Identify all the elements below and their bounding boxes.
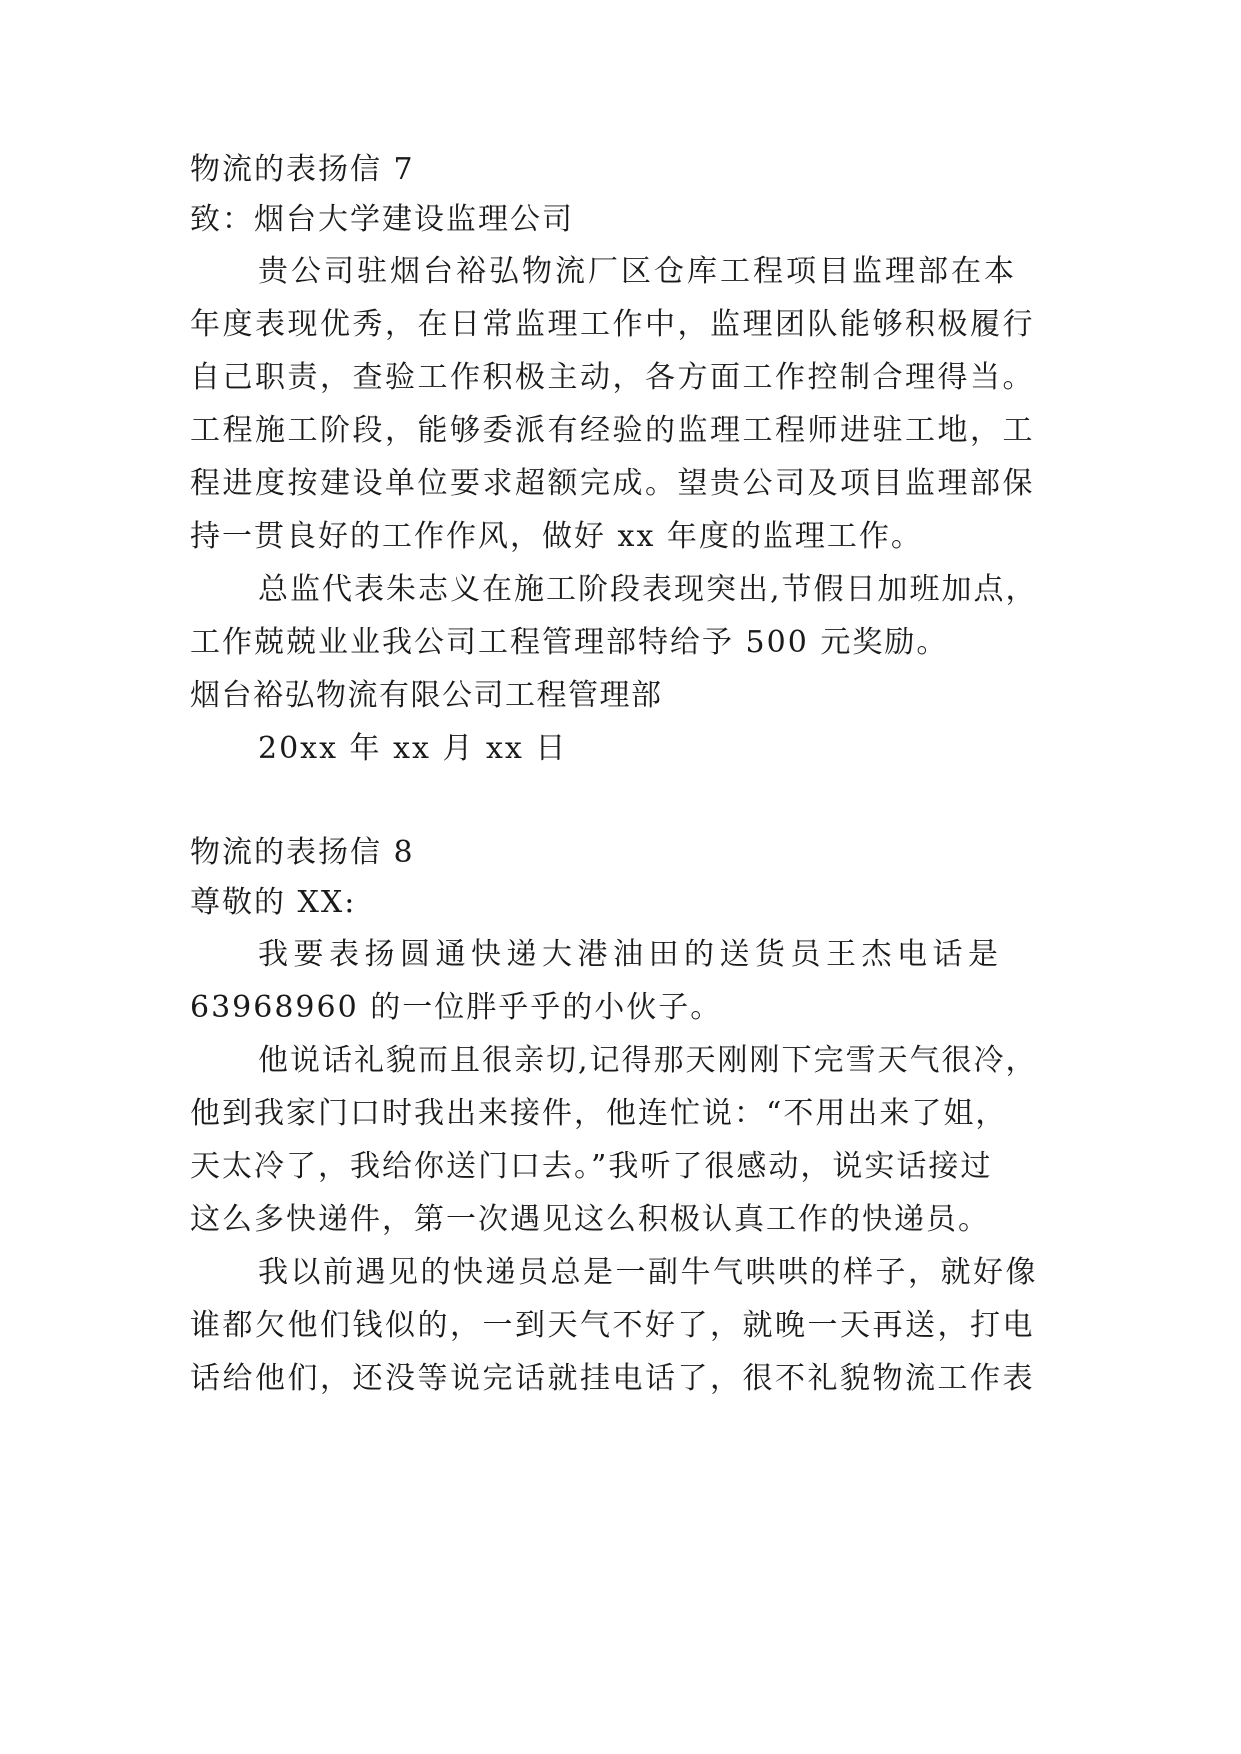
letter7-paragraph2-line1: 总监代表朱志义在施工阶段表现突出,节假日加班加点，: [258, 572, 1038, 607]
letter7-paragraph1-line1: 贵公司驻烟台裕弘物流厂区仓库工程项目监理部在本: [258, 254, 1017, 289]
letter8-paragraph1-line1: 我要表扬圆通快递大港油田的送货员王杰电话是: [258, 937, 1004, 972]
letter8-paragraph3-line3: 话给他们，还没等说完话就挂电话了，很不礼貌物流工作表: [190, 1361, 1035, 1396]
letter8-paragraph3-line1: 我以前遇见的快递员总是一副牛气哄哄的样子，就好像: [258, 1255, 1038, 1290]
letter8-paragraph2-line3: 天太冷了，我给你送门口去。”我听了很感动，说实话接过: [190, 1149, 993, 1184]
letter8-paragraph2-line2: 他到我家门口时我出来接件，他连忙说：“不用出来了姐，: [190, 1096, 1008, 1131]
letter7-paragraph1-line4: 工程施工阶段，能够委派有经验的监理工程师进驻工地，工: [190, 413, 1035, 448]
letter7-title: 物流的表扬信 7: [190, 152, 415, 187]
letter8-salutation: 尊敬的 XX:: [190, 885, 357, 920]
letter8-title: 物流的表扬信 8: [190, 835, 415, 870]
letter7-salutation: 致：烟台大学建设监理公司: [190, 202, 574, 237]
letter8-paragraph1-line2: 63968960 的一位胖乎乎的小伙子。: [190, 990, 723, 1025]
letter7-paragraph1-line5: 程进度按建设单位要求超额完成。望贵公司及项目监理部保: [190, 466, 1035, 501]
letter8-paragraph2-line4: 这么多快递件，第一次遇见这么积极认真工作的快递员。: [190, 1202, 990, 1237]
letter7-paragraph1-line2: 年度表现优秀，在日常监理工作中，监理团队能够积极履行: [190, 307, 1035, 342]
letter7-paragraph1-line6: 持一贯良好的工作作风，做好 xx 年度的监理工作。: [190, 519, 923, 554]
letter7-date: 20xx 年 xx 月 xx 日: [258, 731, 568, 766]
letter7-signature: 烟台裕弘物流有限公司工程管理部: [190, 678, 663, 713]
letter8-paragraph2-line1: 他说话礼貌而且很亲切,记得那天刚刚下完雪天气很冷，: [258, 1043, 1038, 1078]
letter7-paragraph1-line3: 自己职责，查验工作积极主动，各方面工作控制合理得当。: [190, 360, 1035, 395]
letter7-paragraph2-line2: 工作兢兢业业我公司工程管理部特给予 500 元奖励。: [190, 625, 949, 660]
letter8-paragraph3-line2: 谁都欠他们钱似的，一到天气不好了，就晚一天再送，打电: [190, 1308, 1035, 1343]
